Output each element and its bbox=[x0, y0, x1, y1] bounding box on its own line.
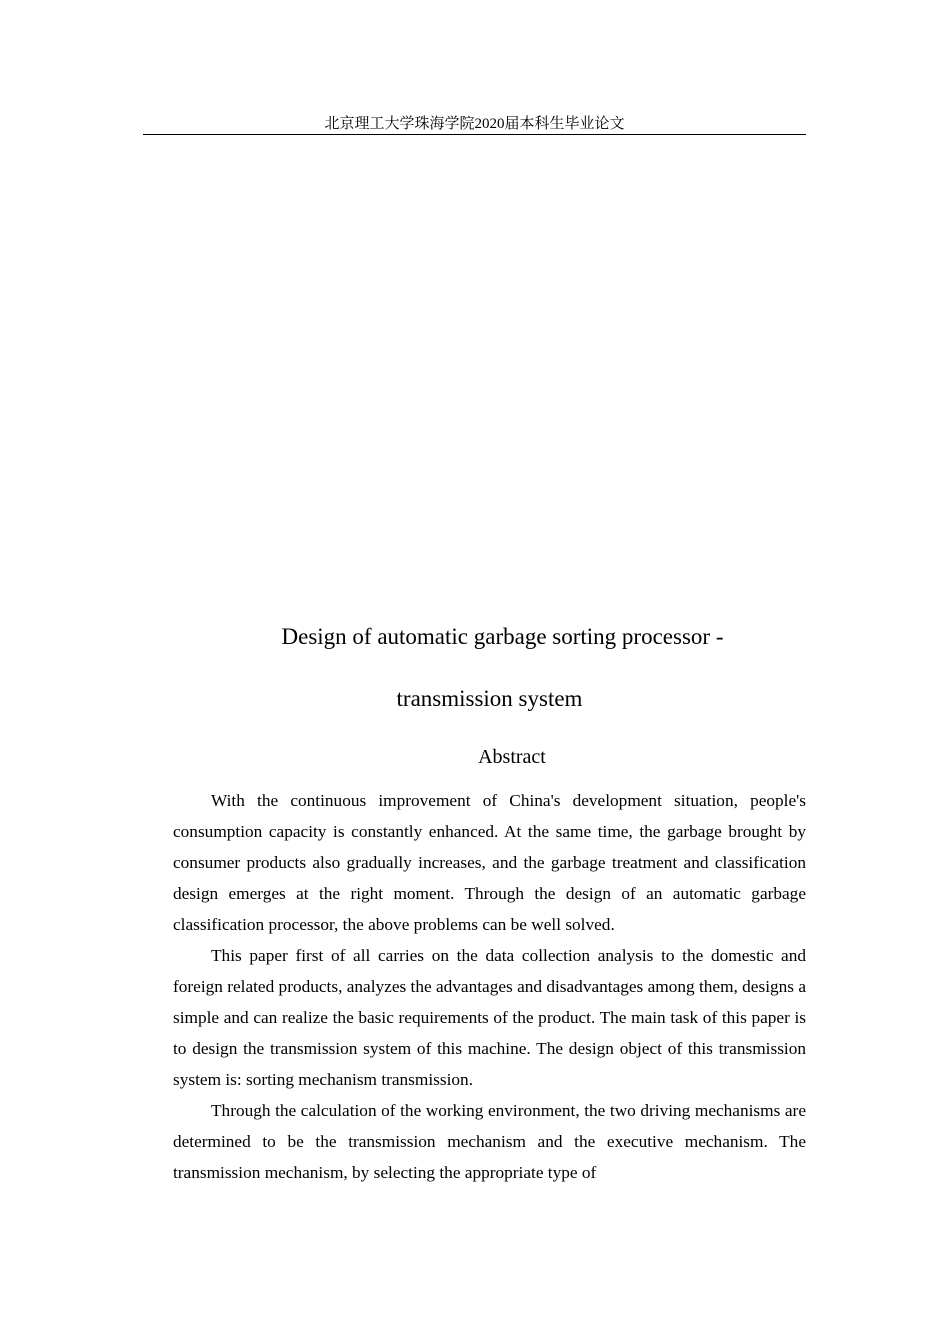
paper-title-line-1: Design of automatic garbage sorting processor - bbox=[281, 624, 724, 649]
page-header: 北京理工大学珠海学院2020届本科生毕业论文 bbox=[143, 114, 806, 135]
abstract-paragraph-1: With the continuous improvement of China's development situation, people's consumption capacity is constantly enhanced. At the same time, the garbage brought by consumer products also gradually increases, and the garbage treatment and classification design emerges at the right moment. Through the design of an automatic garbage classification processor, the above problems can be well solved. bbox=[173, 791, 806, 934]
abstract-heading: Abstract bbox=[478, 746, 546, 768]
abstract-paragraph-3: Through the calculation of the working environment, the two driving mechanisms are determined to be the transmission mechanism and the executive mechanism. The transmission mechanism, by selecting the appropriate type of bbox=[173, 1101, 806, 1182]
abstract-body bbox=[173, 785, 806, 1188]
abstract-paragraph-2: This paper first of all carries on the data collection analysis to the domestic and foreign related products, analyzes the advantages and disadvantages among them, designs a simple and can realize the basic requirements of the product. The main task of this paper is to design the transmission system of this machine. The design object of this transmission system is: sorting mechanism transmission. bbox=[173, 946, 806, 1089]
paper-title-line-2: transmission system bbox=[396, 686, 583, 711]
